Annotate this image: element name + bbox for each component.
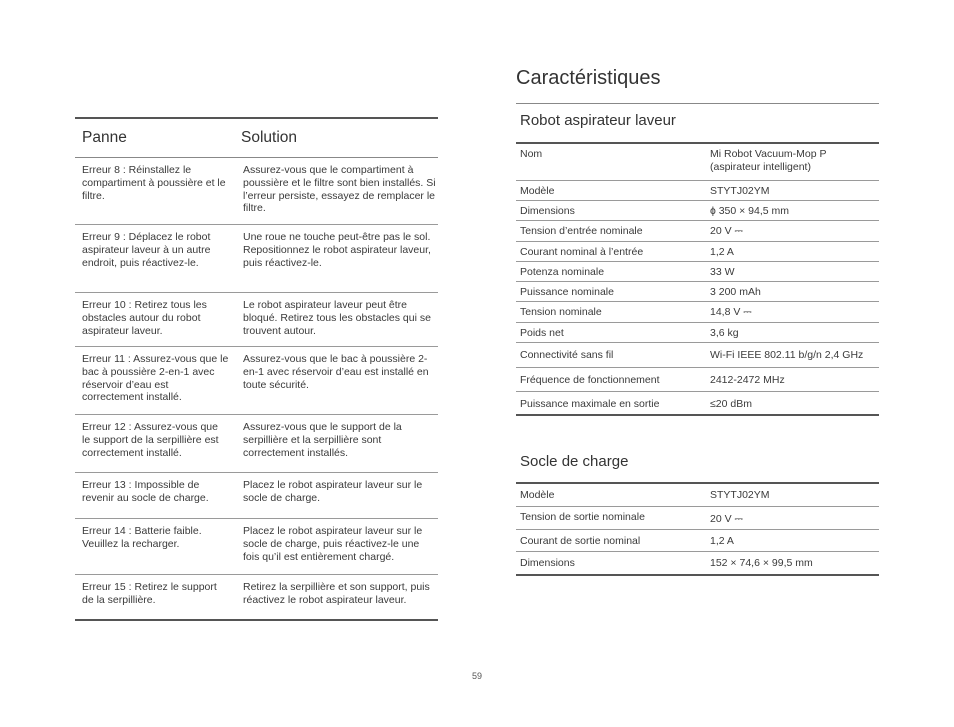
- troubleshooting-header: [75, 117, 438, 158]
- troubleshooting-table: [75, 117, 438, 621]
- table-row: [516, 392, 879, 416]
- solution-cell: Assurez-vous que le bac à poussière 2-en-1 avec réservoir d’eau est installé en toute sécurité.: [243, 353, 429, 391]
- fault-cell: Erreur 13 : Impossible de revenir au socle de charge.: [82, 479, 209, 504]
- spec-key: Modèle: [520, 489, 555, 501]
- fault-cell: Erreur 12 : Assurez-vous que le support de la serpillière est correctement installé.: [82, 421, 219, 459]
- fault-cell: Erreur 15 : Retirez le support de la serpillière.: [82, 581, 217, 606]
- spec-value: 14,8 V ⎓: [710, 306, 752, 318]
- spec-value: 1,2 A: [710, 246, 734, 258]
- spec-key: Puissance maximale en sortie: [520, 398, 660, 410]
- spec-key: Modèle: [520, 185, 555, 197]
- spec-key: Dimensions: [520, 205, 575, 217]
- table-row: [516, 302, 879, 323]
- solution-cell: Placez le robot aspirateur laveur sur le socle de charge, puis réactivez-le une fois qu’il est entièrement chargé.: [243, 525, 423, 563]
- dock-section-title: Socle de charge: [520, 453, 629, 470]
- spec-key: Courant de sortie nominal: [520, 535, 641, 547]
- spec-key: Tension de sortie nominale: [520, 511, 645, 523]
- table-row: [516, 242, 879, 262]
- table-row: [516, 201, 879, 221]
- spec-key: Tension d’entrée nominale: [520, 225, 643, 237]
- table-row: [516, 144, 879, 181]
- table-row: [516, 484, 879, 507]
- robot-section-title: Robot aspirateur laveur: [520, 112, 676, 129]
- table-row: [75, 225, 438, 293]
- robot-spec-table: [516, 142, 879, 416]
- spec-value: 2412-2472 MHz: [710, 374, 785, 386]
- spec-value: ɸ 350 × 94,5 mm: [710, 205, 790, 217]
- header-fault: Panne: [82, 129, 127, 146]
- spec-key: Connectivité sans fil: [520, 349, 614, 361]
- spec-value: STYTJ02YM: [710, 489, 770, 501]
- fault-cell: Erreur 14 : Batterie faible. Veuillez la recharger.: [82, 525, 202, 550]
- table-row: [75, 575, 438, 621]
- solution-cell: Le robot aspirateur laveur peut être bloqué. Retirez tous les obstacles qui se trouvent autour.: [243, 299, 431, 337]
- spec-key: Nom: [520, 148, 543, 160]
- table-row: [516, 507, 879, 530]
- spec-key: Potenza nominale: [520, 266, 605, 278]
- section-divider: [516, 103, 879, 104]
- table-row: [516, 282, 879, 302]
- table-row: [516, 323, 879, 343]
- solution-cell: Assurez-vous que le compartiment à poussière et le filtre sont bien installés. Si l’erreur persiste, essayez de remplacer le filtre.: [243, 164, 436, 215]
- table-row: [516, 181, 879, 201]
- table-row: [75, 158, 438, 225]
- table-row: [75, 519, 438, 575]
- spec-key: Fréquence de fonctionnement: [520, 374, 660, 386]
- table-row: [516, 368, 879, 392]
- specifications-title: Caractéristiques: [516, 67, 661, 89]
- table-row: [516, 221, 879, 242]
- spec-key: Dimensions: [520, 557, 575, 569]
- table-row: [516, 343, 879, 368]
- spec-key: Poids net: [520, 327, 564, 339]
- spec-value: ≤20 dBm: [710, 398, 752, 410]
- spec-value: 33 W: [710, 266, 735, 278]
- table-row: [516, 262, 879, 282]
- dock-spec-table: [516, 482, 879, 576]
- spec-key: Tension nominale: [520, 306, 602, 318]
- spec-value: Wi-Fi IEEE 802.11 b/g/n 2,4 GHz: [710, 349, 864, 361]
- spec-key: Courant nominal à l’entrée: [520, 246, 644, 258]
- spec-value: STYTJ02YM: [710, 185, 770, 197]
- fault-cell: Erreur 9 : Déplacez le robot aspirateur laveur à un autre endroit, puis réactivez-le.: [82, 231, 211, 269]
- fault-cell: Erreur 11 : Assurez-vous que le bac à poussière 2-en-1 avec réservoir d’eau est correctement installé.: [82, 353, 229, 404]
- table-row: [516, 530, 879, 552]
- spec-value: 152 × 74,6 × 99,5 mm: [710, 557, 813, 569]
- table-row: [75, 473, 438, 519]
- spec-value: 3 200 mAh: [710, 286, 761, 298]
- solution-cell: Une roue ne touche peut-être pas le sol. Repositionnez le robot aspirateur laveur, puis réactivez-le.: [243, 231, 431, 269]
- solution-cell: Retirez la serpillière et son support, puis réactivez le robot aspirateur laveur.: [243, 581, 430, 606]
- fault-cell: Erreur 8 : Réinstallez le compartiment à poussière et le filtre.: [82, 164, 226, 202]
- spec-value: Mi Robot Vacuum-Mop P (aspirateur intelligent): [710, 148, 827, 173]
- table-row: [75, 415, 438, 473]
- solution-cell: Placez le robot aspirateur laveur sur le socle de charge.: [243, 479, 423, 504]
- table-row: [516, 552, 879, 576]
- spec-value: 1,2 A: [710, 535, 734, 547]
- spec-key: Puissance nominale: [520, 286, 614, 298]
- spec-value: 3,6 kg: [710, 327, 739, 339]
- fault-cell: Erreur 10 : Retirez tous les obstacles autour du robot aspirateur laveur.: [82, 299, 207, 337]
- spec-value: 20 V ⎓: [710, 513, 743, 525]
- page-number: 59: [471, 671, 482, 681]
- header-solution: Solution: [241, 129, 298, 146]
- table-row: [75, 293, 438, 347]
- spec-value: 20 V ⎓: [710, 225, 743, 237]
- solution-cell: Assurez-vous que le support de la serpillière et la serpillière sont correctement installés.: [243, 421, 402, 459]
- table-row: [75, 347, 438, 415]
